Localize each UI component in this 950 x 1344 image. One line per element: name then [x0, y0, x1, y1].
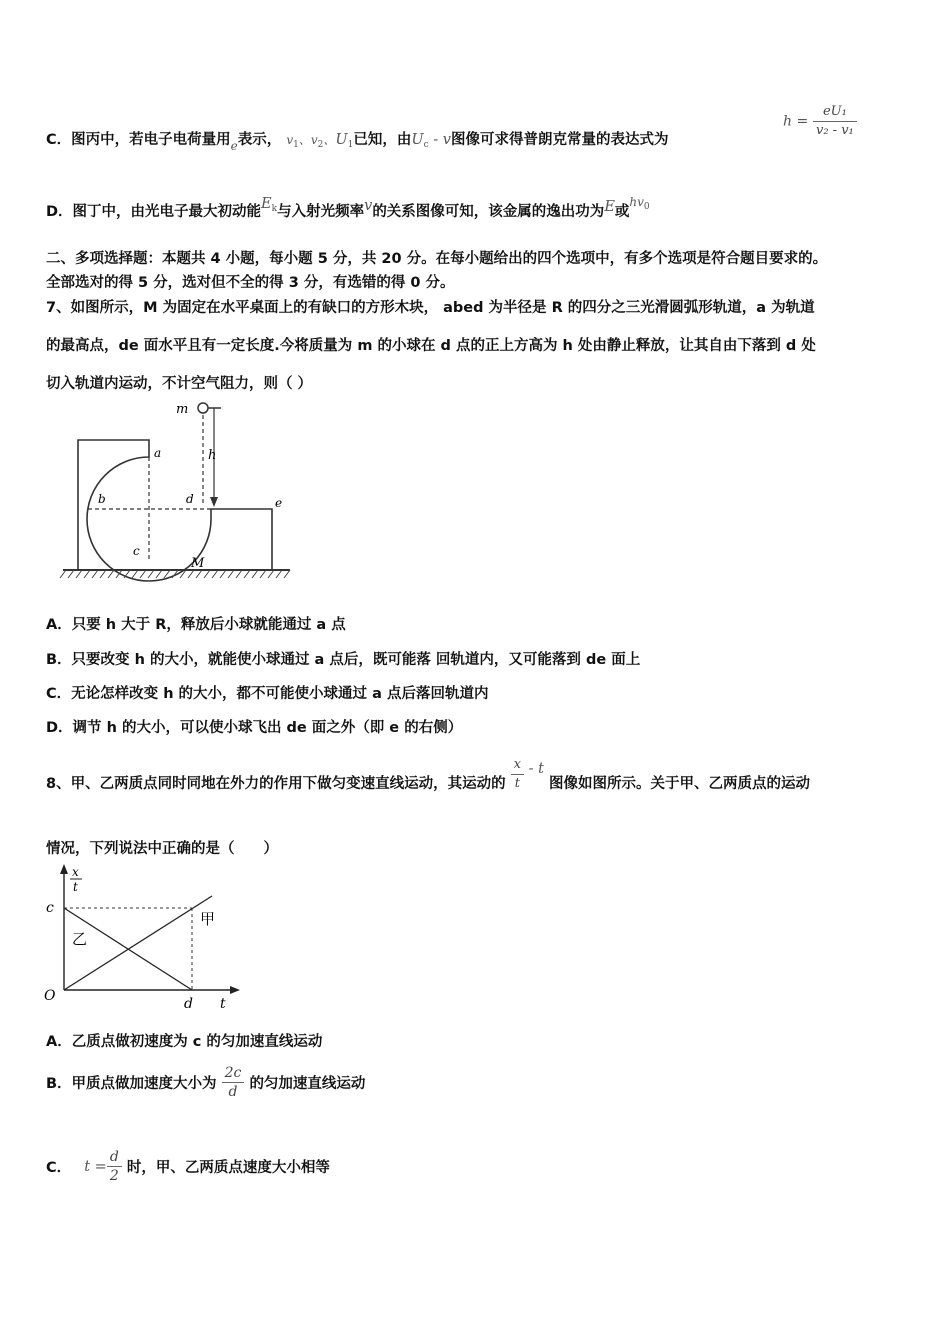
q8-line2: 情况，下列说法中正确的是（ ）	[46, 841, 278, 857]
q7-figure	[58, 395, 298, 585]
label-O: O	[44, 988, 56, 1004]
q8-optionc-lhs: t =	[84, 1158, 107, 1175]
section-header-line2: 全部选对的得 5 分，选对但不全的得 3 分，有选错的得 0 分。	[46, 275, 455, 291]
label-e: e	[275, 496, 283, 510]
option-text: 与入射光频率	[277, 204, 365, 220]
q7-line2: 的最高点，de 面水平且有一定长度.今将质量为 m 的小球在 d 点的正上方高为 h 处由静止释放，让其自由下落到 d 处	[46, 338, 816, 354]
math-v2: $v_2$	[310, 133, 324, 150]
separator: 、	[323, 133, 336, 147]
math-Uc: $U_c$ - v	[411, 132, 451, 150]
option-text: 表示，	[237, 132, 282, 148]
option-text: 已知，由	[353, 132, 412, 148]
math-v1: $v_1$	[286, 133, 299, 150]
formula-fraction: $\frac{\text{eU₁}}{\text{v₂ - v₁}}$	[813, 103, 857, 140]
math-hv0: hv0	[629, 195, 650, 212]
label-c: c	[133, 544, 140, 558]
label-h: h	[208, 448, 217, 463]
ylabel-x: x	[72, 865, 79, 879]
q7-option-d: D．调节 h 的大小，可以使小球飞出 de 面之外（即 e 的右侧）	[46, 720, 463, 736]
option-text: 图像可求得普朗克常量的表达式为	[450, 132, 669, 148]
option-label: C．	[46, 1160, 72, 1176]
label-a: a	[154, 446, 162, 460]
q8-dash-t: - t	[524, 760, 544, 777]
q7-line1: 7、如图所示，M 为固定在水平桌面上的有缺口的方形木块， abed 为半径是 R 的四分之三光滑圆弧形轨道，a 为轨道	[46, 300, 815, 316]
math-U1: $U_1$	[335, 132, 354, 150]
option-label: C．	[46, 132, 72, 148]
q7-option-a: A．只要 h 大于 R，释放后小球就能通过 a 点	[46, 617, 346, 633]
option-text: 的关系图像可知，该金属的逸出功为	[372, 204, 605, 220]
section-header-line1: 二、多项选择题：本题共 4 小题，每小题 5 分，共 20 分。在每小题给出的四个选项中，有多个选项是符合题目要求的。	[46, 251, 828, 267]
label-yi: 乙	[72, 930, 88, 948]
option-text: 图丁中，由光电子最大初动能	[72, 204, 262, 220]
q8-figure	[42, 864, 242, 1014]
option-label: D．	[46, 204, 73, 220]
label-b: b	[98, 492, 106, 506]
planck-formula	[783, 103, 857, 140]
formula-lhs: h =	[783, 113, 809, 130]
option-c-prev	[46, 128, 669, 153]
math-E: E	[604, 199, 615, 215]
label-M: M	[191, 556, 205, 571]
q7-option-c: C．无论怎样改变 h 的大小，都不可能使小球通过 a 点后落回轨道内	[46, 686, 489, 702]
math-e: e	[230, 139, 238, 153]
q8-line1	[46, 757, 811, 801]
separator: 、	[298, 133, 311, 147]
q7-line3: 切入轨道内运动，不计空气阻力，则（ ）	[46, 376, 313, 392]
option-text: B．甲质点做加速度大小为	[46, 1076, 217, 1092]
q8-option-b	[46, 1064, 365, 1101]
q8-option-a: A．乙质点做初速度为 c 的匀加速直线运动	[46, 1034, 323, 1050]
option-d-prev	[46, 195, 650, 222]
option-text: 时，甲、乙两质点速度大小相等	[126, 1160, 330, 1176]
option-text: 图丙中，若电子电荷量用	[71, 132, 231, 148]
ylabel-t: t	[73, 880, 78, 894]
label-jia: 甲	[200, 910, 216, 928]
q8-optionb-fraction: $\frac{2c}{d}$	[222, 1064, 245, 1101]
q7-option-b: B．只要改变 h 的大小，就能使小球通过 a 点后，既可能落 回轨道内，又可能落到 de 面上	[46, 652, 641, 668]
label-d: d	[186, 492, 194, 506]
q8-optionc-fraction: $\frac{d}{2}$	[107, 1148, 122, 1185]
label-d: d	[184, 996, 193, 1012]
label-t-axis: t	[220, 996, 226, 1012]
q8-xt-fraction: $\frac{x}{t}$	[511, 756, 524, 793]
q8-text: 图像如图所示。关于甲、乙两质点的运动	[549, 776, 811, 792]
q8-text: 8、甲、乙两质点同时同地在外力的作用下做匀变速直线运动，其运动的	[46, 776, 506, 792]
math-Ek: $E_k$	[261, 196, 278, 214]
label-m: m	[176, 402, 189, 417]
label-c: c	[46, 900, 54, 916]
option-text: 的匀加速直线运动	[249, 1076, 366, 1092]
option-text: 或	[614, 204, 630, 220]
math-v: v	[364, 198, 373, 214]
q8-option-c	[46, 1148, 330, 1185]
